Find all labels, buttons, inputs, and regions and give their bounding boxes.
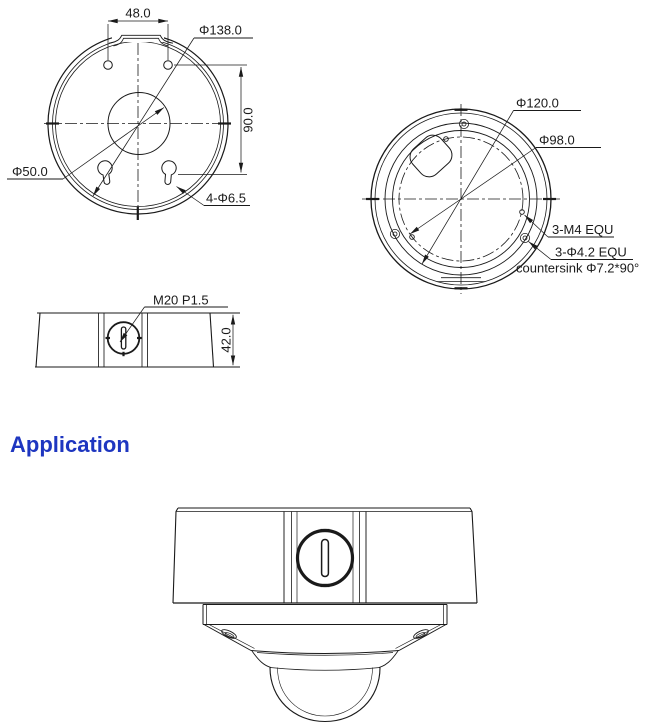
screw-hole-left: [104, 61, 113, 70]
dim-thread-holes-label: 3-M4 EQU: [552, 222, 614, 237]
camera-dome-bubble: [270, 668, 380, 722]
app-dome-camera: [203, 605, 447, 722]
gland-plug: [106, 322, 142, 356]
dim-height: [219, 315, 234, 365]
dim-bolt-circle-inner: [410, 133, 601, 235]
app-junction-box: [173, 508, 477, 603]
dim-thread-label: M20 P1.5: [153, 292, 209, 308]
dim-outer-diameter-label: Φ138.0: [199, 22, 242, 38]
dim-height-label: 42.0: [218, 327, 234, 353]
side-view-drawing: [35, 293, 240, 368]
dim-row-spacing-label: 90.0: [240, 107, 256, 133]
dim-mount-holes: [177, 187, 251, 206]
app-gland-plug: [298, 531, 353, 586]
cup-holes: [390, 119, 529, 242]
dim-hole-spacing-label: 48.0: [125, 5, 151, 21]
dim-row-spacing: [174, 65, 256, 175]
dim-bolt-circle-inner-label: Φ98.0: [539, 132, 575, 148]
keyhole-slot-right: [160, 160, 176, 185]
top-view-drawing: [7, 6, 256, 221]
bottom-view-drawing: [362, 96, 639, 295]
dim-outer-diameter: [93, 23, 253, 197]
countersink-hole-3: [520, 233, 529, 242]
dim-countersink-label: countersink Φ7.2*90°: [516, 260, 640, 276]
plate-holes: [97, 61, 177, 186]
dim-mount-holes-label: 4-Φ6.5: [206, 190, 247, 206]
dim-bolt-circle-outer-label: Φ120.0: [516, 95, 559, 111]
dim-bolt-circle-outer: [422, 96, 581, 265]
application-heading: Application: [10, 432, 130, 457]
keyhole-slot-left: [97, 160, 115, 185]
countersink-hole-1: [459, 119, 468, 128]
dim-center-hole: [7, 108, 164, 180]
application-drawing: [173, 508, 477, 722]
side-outline: [35, 313, 240, 367]
dim-center-hole-label: Φ50.0: [12, 164, 48, 179]
screw-hole-right: [164, 61, 173, 70]
dim-through-holes: [516, 242, 639, 276]
dim-through-holes-label: 3-Φ4.2 EQU: [555, 244, 627, 260]
dim-thread-holes: [525, 215, 615, 237]
